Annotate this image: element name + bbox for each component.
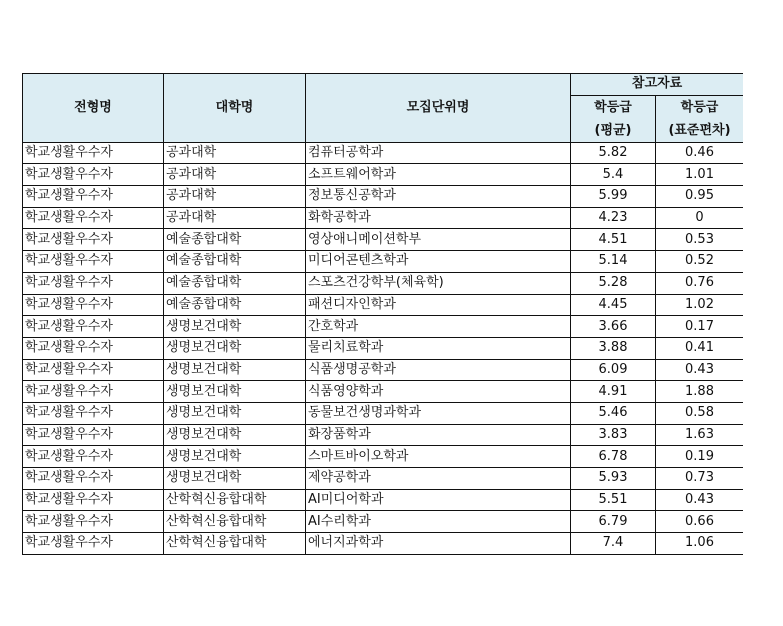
grade-mean-cell: 5.46: [571, 402, 656, 424]
grade-stddev-cell: 0.43: [656, 359, 744, 381]
department-cell: 물리치료학과: [306, 337, 571, 359]
grade-stddev-cell: 0.52: [656, 251, 744, 273]
grade-stddev-cell: 1.88: [656, 381, 744, 403]
grade-stddev-cell: 1.02: [656, 294, 744, 316]
grade-stddev-cell: 0.66: [656, 511, 744, 533]
college-cell: 산학혁신융합대학: [164, 511, 306, 533]
college-cell: 예술종합대학: [164, 272, 306, 294]
college-cell: 예술종합대학: [164, 294, 306, 316]
table-row: [23, 142, 744, 164]
department-cell: 제약공학과: [306, 468, 571, 490]
table-row: [23, 446, 744, 468]
department-cell: 간호학과: [306, 316, 571, 338]
admission-table-container: [22, 73, 743, 566]
department-cell: 영상애니메이션학부: [306, 229, 571, 251]
department-cell: 스마트바이오학과: [306, 446, 571, 468]
admission-type-cell: 학교생활우수자: [23, 468, 164, 490]
table-row: [23, 402, 744, 424]
college-cell: 공과대학: [164, 164, 306, 186]
grade-mean-cell: 5.14: [571, 251, 656, 273]
grade-mean-cell: 6.79: [571, 511, 656, 533]
admission-grade-table: [22, 73, 743, 555]
department-cell: 컴퓨터공학과: [306, 142, 571, 164]
college-cell: 공과대학: [164, 186, 306, 208]
table-row: [23, 316, 744, 338]
admission-type-cell: 학교생활우수자: [23, 294, 164, 316]
department-cell: 식품생명공학과: [306, 359, 571, 381]
grade-stddev-cell: 0.17: [656, 316, 744, 338]
grade-stddev-cell: 0: [656, 207, 744, 229]
admission-type-cell: 학교생활우수자: [23, 533, 164, 555]
table-row: [23, 207, 744, 229]
grade-mean-cell: 4.23: [571, 207, 656, 229]
grade-stddev-cell: 0.46: [656, 142, 744, 164]
department-cell: AI미디어학과: [306, 489, 571, 511]
grade-mean-cell: 6.78: [571, 446, 656, 468]
department-cell: AI수리학과: [306, 511, 571, 533]
grade-mean-cell: 5.82: [571, 142, 656, 164]
grade-stddev-cell: 0.53: [656, 229, 744, 251]
college-cell: 예술종합대학: [164, 229, 306, 251]
header-reference-group: 참고자료: [571, 74, 744, 96]
admission-type-cell: 학교생활우수자: [23, 207, 164, 229]
admission-type-cell: 학교생활우수자: [23, 272, 164, 294]
admission-type-cell: 학교생활우수자: [23, 402, 164, 424]
department-cell: 미디어콘텐츠학과: [306, 251, 571, 273]
admission-type-cell: 학교생활우수자: [23, 489, 164, 511]
grade-mean-cell: 4.91: [571, 381, 656, 403]
grade-mean-cell: 5.28: [571, 272, 656, 294]
department-cell: 에너지과학과: [306, 533, 571, 555]
grade-mean-cell: 5.51: [571, 489, 656, 511]
college-cell: 생명보건대학: [164, 337, 306, 359]
department-cell: 정보통신공학과: [306, 186, 571, 208]
table-row: [23, 424, 744, 446]
table-row: [23, 337, 744, 359]
admission-type-cell: 학교생활우수자: [23, 316, 164, 338]
grade-mean-cell: 5.4: [571, 164, 656, 186]
grade-mean-cell: 5.93: [571, 468, 656, 490]
admission-type-cell: 학교생활우수자: [23, 186, 164, 208]
header-admission-type: 전형명: [23, 74, 164, 143]
admission-type-cell: 학교생활우수자: [23, 251, 164, 273]
admission-type-cell: 학교생활우수자: [23, 446, 164, 468]
header-grade-stddev: [656, 95, 744, 142]
table-row: [23, 272, 744, 294]
table-row: [23, 294, 744, 316]
college-cell: 생명보건대학: [164, 402, 306, 424]
grade-mean-cell: 6.09: [571, 359, 656, 381]
grade-stddev-cell: 1.63: [656, 424, 744, 446]
department-cell: 동물보건생명과학과: [306, 402, 571, 424]
header-grade-mean-line2: (평균): [594, 122, 632, 138]
college-cell: 예술종합대학: [164, 251, 306, 273]
table-row: [23, 359, 744, 381]
admission-type-cell: 학교생활우수자: [23, 142, 164, 164]
department-cell: 화학공학과: [306, 207, 571, 229]
admission-type-cell: 학교생활우수자: [23, 359, 164, 381]
grade-mean-cell: 3.88: [571, 337, 656, 359]
table-row: [23, 186, 744, 208]
grade-stddev-cell: 0.41: [656, 337, 744, 359]
department-cell: 식품영양학과: [306, 381, 571, 403]
admission-type-cell: 학교생활우수자: [23, 381, 164, 403]
table-row: [23, 229, 744, 251]
table-row: [23, 164, 744, 186]
header-grade-mean: [571, 95, 656, 142]
grade-stddev-cell: 1.06: [656, 533, 744, 555]
admission-type-cell: 학교생활우수자: [23, 164, 164, 186]
college-cell: 생명보건대학: [164, 359, 306, 381]
table-row: [23, 511, 744, 533]
college-cell: 생명보건대학: [164, 316, 306, 338]
header-grade-stddev-line2: (표준편차): [668, 122, 731, 138]
grade-stddev-cell: 0.76: [656, 272, 744, 294]
college-cell: 공과대학: [164, 142, 306, 164]
table-row: [23, 533, 744, 555]
table-row: [23, 489, 744, 511]
college-cell: 생명보건대학: [164, 446, 306, 468]
grade-mean-cell: 3.66: [571, 316, 656, 338]
college-cell: 공과대학: [164, 207, 306, 229]
department-cell: 화장품학과: [306, 424, 571, 446]
college-cell: 산학혁신융합대학: [164, 533, 306, 555]
grade-stddev-cell: 0.19: [656, 446, 744, 468]
grade-mean-cell: 4.51: [571, 229, 656, 251]
grade-mean-cell: 4.45: [571, 294, 656, 316]
department-cell: 패션디자인학과: [306, 294, 571, 316]
college-cell: 생명보건대학: [164, 424, 306, 446]
header-grade-mean-line1: 학등급: [594, 99, 632, 115]
grade-mean-cell: 5.99: [571, 186, 656, 208]
grade-stddev-cell: 0.58: [656, 402, 744, 424]
grade-stddev-cell: 0.95: [656, 186, 744, 208]
header-department: 모집단위명: [306, 74, 571, 143]
college-cell: 생명보건대학: [164, 381, 306, 403]
department-cell: 스포츠건강학부(체육학): [306, 272, 571, 294]
grade-stddev-cell: 0.43: [656, 489, 744, 511]
table-row: [23, 381, 744, 403]
department-cell: 소프트웨어학과: [306, 164, 571, 186]
grade-mean-cell: 3.83: [571, 424, 656, 446]
table-row: [23, 468, 744, 490]
grade-stddev-cell: 0.73: [656, 468, 744, 490]
admission-type-cell: 학교생활우수자: [23, 337, 164, 359]
header-college: 대학명: [164, 74, 306, 143]
admission-type-cell: 학교생활우수자: [23, 424, 164, 446]
table-row: [23, 251, 744, 273]
grade-mean-cell: 7.4: [571, 533, 656, 555]
admission-type-cell: 학교생활우수자: [23, 511, 164, 533]
admission-type-cell: 학교생활우수자: [23, 229, 164, 251]
college-cell: 생명보건대학: [164, 468, 306, 490]
college-cell: 산학혁신융합대학: [164, 489, 306, 511]
header-grade-stddev-line1: 학등급: [680, 99, 719, 115]
grade-stddev-cell: 1.01: [656, 164, 744, 186]
